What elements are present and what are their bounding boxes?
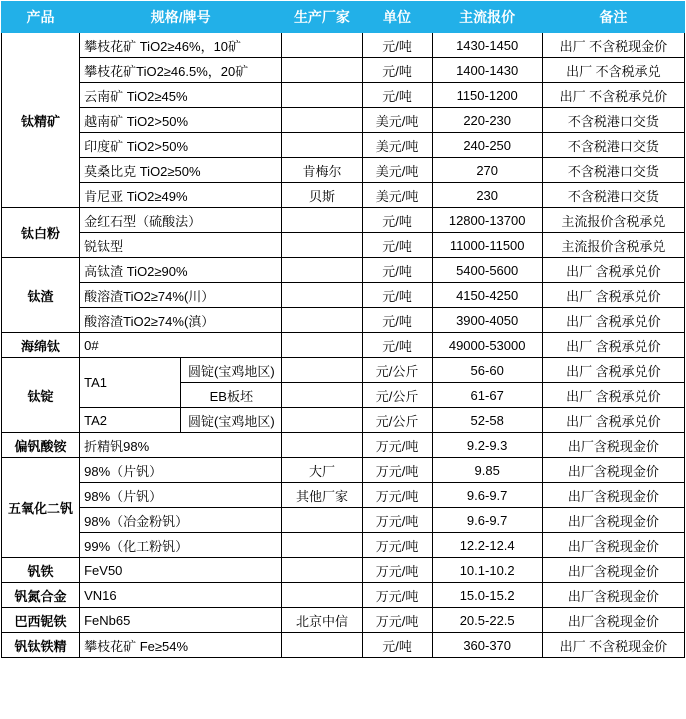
note-cell: 出厂 不含税现金价 <box>542 33 684 58</box>
price-cell: 15.0-15.2 <box>432 583 542 608</box>
spec-cell: 攀枝花矿 TiO2≥46%，10矿 <box>80 33 282 58</box>
table-row <box>2 83 685 108</box>
note-cell: 出厂含税现金价 <box>542 608 684 633</box>
table-row <box>2 358 685 383</box>
price-cell: 9.6-9.7 <box>432 483 542 508</box>
table-row <box>2 508 685 533</box>
note-cell: 出厂 不含税现金价 <box>542 633 684 658</box>
product-category-cell: 钛锭 <box>2 358 80 433</box>
header-price: 主流报价 <box>432 2 542 33</box>
price-cell: 56-60 <box>432 358 542 383</box>
price-cell: 1150-1200 <box>432 83 542 108</box>
product-category-cell: 五氧化二钒 <box>2 458 80 558</box>
note-cell: 出厂含税现金价 <box>542 433 684 458</box>
unit-cell: 元/吨 <box>362 233 432 258</box>
product-category-cell: 钒铁 <box>2 558 80 583</box>
manufacturer-cell: 北京中信 <box>282 608 362 633</box>
spec-cell: 越南矿 TiO2>50% <box>80 108 282 133</box>
spec-cell: 金红石型（硫酸法） <box>80 208 282 233</box>
manufacturer-cell <box>282 558 362 583</box>
price-cell: 240-250 <box>432 133 542 158</box>
price-cell: 5400-5600 <box>432 258 542 283</box>
spec-cell: VN16 <box>80 583 282 608</box>
unit-cell: 美元/吨 <box>362 108 432 133</box>
note-cell: 出厂含税现金价 <box>542 483 684 508</box>
table-row <box>2 633 685 658</box>
table-row <box>2 133 685 158</box>
manufacturer-cell: 其他厂家 <box>282 483 362 508</box>
spec-grade-cell: TA2 <box>80 408 181 433</box>
spec-cell: 印度矿 TiO2>50% <box>80 133 282 158</box>
unit-cell: 元/吨 <box>362 633 432 658</box>
manufacturer-cell <box>282 258 362 283</box>
note-cell: 出厂 含税承兑价 <box>542 283 684 308</box>
product-category-cell: 钒氮合金 <box>2 583 80 608</box>
table-row <box>2 533 685 558</box>
price-cell: 52-58 <box>432 408 542 433</box>
manufacturer-cell <box>282 408 362 433</box>
manufacturer-cell <box>282 533 362 558</box>
manufacturer-cell <box>282 333 362 358</box>
price-cell: 360-370 <box>432 633 542 658</box>
product-category-cell: 钒钛铁精 <box>2 633 80 658</box>
table-row <box>2 183 685 208</box>
unit-cell: 万元/吨 <box>362 583 432 608</box>
note-cell: 出厂 含税承兑价 <box>542 358 684 383</box>
header-row <box>2 2 685 33</box>
unit-cell: 元/公斤 <box>362 408 432 433</box>
spec-cell: FeNb65 <box>80 608 282 633</box>
note-cell: 出厂 不含税承兑 <box>542 58 684 83</box>
table-row <box>2 408 685 433</box>
unit-cell: 元/公斤 <box>362 383 432 408</box>
table-row <box>2 108 685 133</box>
note-cell: 出厂含税现金价 <box>542 533 684 558</box>
unit-cell: 元/吨 <box>362 258 432 283</box>
manufacturer-cell <box>282 508 362 533</box>
table-row <box>2 58 685 83</box>
price-cell: 3900-4050 <box>432 308 542 333</box>
note-cell: 主流报价含税承兑 <box>542 208 684 233</box>
spec-cell: 莫桑比克 TiO2≥50% <box>80 158 282 183</box>
price-cell: 1400-1430 <box>432 58 542 83</box>
spec-cell: 98%（冶金粉钒） <box>80 508 282 533</box>
price-cell: 20.5-22.5 <box>432 608 542 633</box>
unit-cell: 美元/吨 <box>362 158 432 183</box>
spec-cell: 酸溶渣TiO2≥74%(滇） <box>80 308 282 333</box>
unit-cell: 元/吨 <box>362 308 432 333</box>
note-cell: 主流报价含税承兑 <box>542 233 684 258</box>
product-category-cell: 巴西铌铁 <box>2 608 80 633</box>
spec-cell: 云南矿 TiO2≥45% <box>80 83 282 108</box>
table-row <box>2 33 685 58</box>
table-row <box>2 458 685 483</box>
product-category-cell: 钛精矿 <box>2 33 80 208</box>
price-cell: 220-230 <box>432 108 542 133</box>
spec-cell: 折精钒98% <box>80 433 282 458</box>
unit-cell: 万元/吨 <box>362 533 432 558</box>
unit-cell: 元/吨 <box>362 333 432 358</box>
spec-cell: FeV50 <box>80 558 282 583</box>
note-cell: 出厂 不含税承兑价 <box>542 83 684 108</box>
note-cell: 不含税港口交货 <box>542 108 684 133</box>
unit-cell: 万元/吨 <box>362 558 432 583</box>
manufacturer-cell <box>282 633 362 658</box>
manufacturer-cell <box>282 283 362 308</box>
unit-cell: 万元/吨 <box>362 608 432 633</box>
note-cell: 出厂 含税承兑价 <box>542 258 684 283</box>
manufacturer-cell <box>282 433 362 458</box>
table-row <box>2 308 685 333</box>
manufacturer-cell <box>282 208 362 233</box>
spec-cell: 酸溶渣TiO2≥74%(川） <box>80 283 282 308</box>
table-body <box>2 33 685 658</box>
price-cell: 12800-13700 <box>432 208 542 233</box>
price-cell: 12.2-12.4 <box>432 533 542 558</box>
manufacturer-cell: 贝斯 <box>282 183 362 208</box>
product-category-cell: 钛渣 <box>2 258 80 333</box>
manufacturer-cell <box>282 308 362 333</box>
unit-cell: 美元/吨 <box>362 183 432 208</box>
spec-cell: 高钛渣 TiO2≥90% <box>80 258 282 283</box>
unit-cell: 元/吨 <box>362 83 432 108</box>
table-row <box>2 483 685 508</box>
price-cell: 10.1-10.2 <box>432 558 542 583</box>
spec-cell: 攀枝花矿 Fe≥54% <box>80 633 282 658</box>
price-cell: 9.85 <box>432 458 542 483</box>
unit-cell: 元/吨 <box>362 208 432 233</box>
unit-cell: 元/公斤 <box>362 358 432 383</box>
note-cell: 出厂含税现金价 <box>542 508 684 533</box>
unit-cell: 元/吨 <box>362 33 432 58</box>
note-cell: 不含税港口交货 <box>542 133 684 158</box>
price-cell: 49000-53000 <box>432 333 542 358</box>
price-cell: 1430-1450 <box>432 33 542 58</box>
manufacturer-cell <box>282 233 362 258</box>
price-cell: 61-67 <box>432 383 542 408</box>
unit-cell: 万元/吨 <box>362 433 432 458</box>
product-category-cell: 偏钒酸铵 <box>2 433 80 458</box>
table-row <box>2 558 685 583</box>
spec-cell: 0# <box>80 333 282 358</box>
price-cell: 9.2-9.3 <box>432 433 542 458</box>
header-manufacturer: 生产厂家 <box>282 2 362 33</box>
manufacturer-cell <box>282 58 362 83</box>
manufacturer-cell: 大厂 <box>282 458 362 483</box>
spec-detail-cell: EB板坯 <box>181 383 282 408</box>
unit-cell: 元/吨 <box>362 58 432 83</box>
manufacturer-cell: 肯梅尔 <box>282 158 362 183</box>
spec-cell: 锐钛型 <box>80 233 282 258</box>
table-header <box>2 2 685 33</box>
manufacturer-cell <box>282 83 362 108</box>
product-category-cell: 钛白粉 <box>2 208 80 258</box>
table-row <box>2 258 685 283</box>
price-cell: 230 <box>432 183 542 208</box>
unit-cell: 万元/吨 <box>362 508 432 533</box>
product-category-cell: 海绵钛 <box>2 333 80 358</box>
manufacturer-cell <box>282 383 362 408</box>
note-cell: 出厂 含税承兑价 <box>542 308 684 333</box>
unit-cell: 元/吨 <box>362 283 432 308</box>
unit-cell: 万元/吨 <box>362 458 432 483</box>
spec-cell: 98%（片钒） <box>80 458 282 483</box>
spec-detail-cell: 圆锭(宝鸡地区) <box>181 358 282 383</box>
unit-cell: 万元/吨 <box>362 483 432 508</box>
unit-cell: 美元/吨 <box>362 133 432 158</box>
price-cell: 270 <box>432 158 542 183</box>
note-cell: 出厂含税现金价 <box>542 583 684 608</box>
spec-cell: 攀枝花矿TiO2≥46.5%，20矿 <box>80 58 282 83</box>
spec-cell: 肯尼亚 TiO2≥49% <box>80 183 282 208</box>
price-cell: 9.6-9.7 <box>432 508 542 533</box>
manufacturer-cell <box>282 33 362 58</box>
table-row <box>2 283 685 308</box>
note-cell: 出厂 含税承兑价 <box>542 408 684 433</box>
header-spec: 规格/牌号 <box>80 2 282 33</box>
note-cell: 出厂 含税承兑价 <box>542 333 684 358</box>
note-cell: 不含税港口交货 <box>542 158 684 183</box>
header-product: 产品 <box>2 2 80 33</box>
table-row <box>2 158 685 183</box>
header-note: 备注 <box>542 2 684 33</box>
note-cell: 出厂含税现金价 <box>542 458 684 483</box>
table-row <box>2 583 685 608</box>
note-cell: 出厂 含税承兑价 <box>542 383 684 408</box>
note-cell: 出厂含税现金价 <box>542 558 684 583</box>
note-cell: 不含税港口交货 <box>542 183 684 208</box>
table-row <box>2 208 685 233</box>
table-row <box>2 608 685 633</box>
spec-cell: 98%（片钒） <box>80 483 282 508</box>
table-row <box>2 333 685 358</box>
manufacturer-cell <box>282 583 362 608</box>
manufacturer-cell <box>282 108 362 133</box>
price-table <box>1 1 685 658</box>
manufacturer-cell <box>282 358 362 383</box>
price-cell: 4150-4250 <box>432 283 542 308</box>
spec-detail-cell: 圆锭(宝鸡地区) <box>181 408 282 433</box>
header-unit: 单位 <box>362 2 432 33</box>
spec-grade-cell: TA1 <box>80 358 181 408</box>
spec-cell: 99%（化工粉钒） <box>80 533 282 558</box>
table-row <box>2 433 685 458</box>
manufacturer-cell <box>282 133 362 158</box>
table-row <box>2 233 685 258</box>
price-cell: 11000-11500 <box>432 233 542 258</box>
